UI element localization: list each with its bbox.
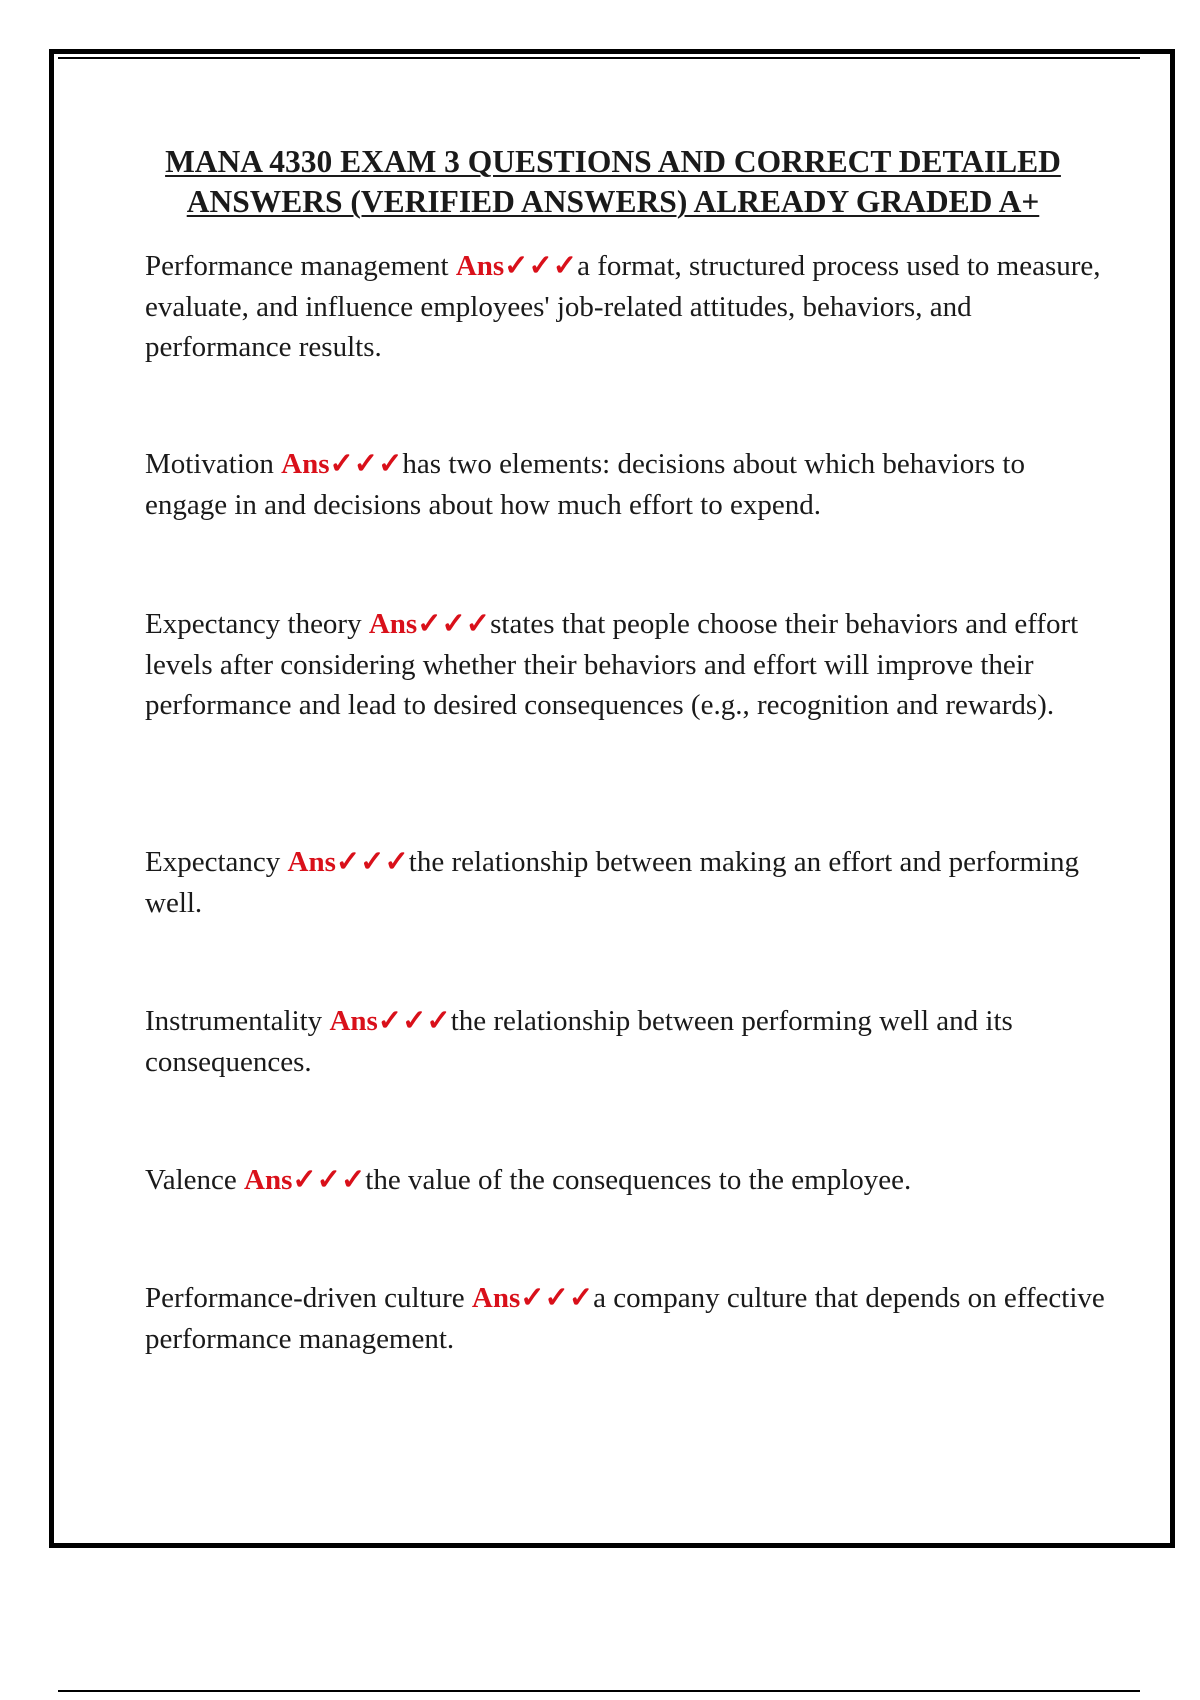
qa-entry bbox=[145, 604, 1105, 726]
answer-marker: Ans✓✓✓ bbox=[329, 1005, 451, 1037]
entry-term: Performance management bbox=[145, 250, 449, 282]
entry-term: Expectancy bbox=[145, 846, 281, 878]
qa-entry bbox=[145, 842, 1105, 923]
entry-definition: the relationship between performing well and its consequences. bbox=[145, 1005, 1013, 1078]
answer-marker: Ans✓✓✓ bbox=[244, 1164, 366, 1196]
document-title: MANA 4330 EXAM 3 QUESTIONS AND CORRECT DETAILED ANSWERS (VERIFIED ANSWERS) ALREADY GRADED A+ bbox=[165, 144, 1061, 219]
qa-entry bbox=[145, 444, 1105, 525]
entry-term: Expectancy theory bbox=[145, 608, 362, 640]
entry-definition: the relationship between making an effort and performing well. bbox=[145, 846, 1080, 919]
entry-term: Motivation bbox=[145, 448, 274, 480]
answer-marker: Ans✓✓✓ bbox=[455, 250, 578, 282]
qa-entry bbox=[145, 1278, 1105, 1359]
qa-entry bbox=[145, 1001, 1105, 1082]
entry-definition: the value of the consequences to the employee. bbox=[365, 1164, 912, 1196]
entry-definition: a format, structured process used to measure, evaluate, and influence employees' job-related attitudes, behaviors, and performance results. bbox=[145, 250, 1101, 363]
entry-definition: has two elements: decisions about which behaviors to engage in and decisions about how much effort to expend. bbox=[145, 448, 1025, 521]
entry-definition: a company culture that depends on effective performance management. bbox=[145, 1282, 1105, 1355]
header-rule bbox=[58, 57, 1140, 59]
entry-term: Valence bbox=[145, 1164, 237, 1196]
entry-definition: states that people choose their behaviors and effort levels after considering whether their behaviors and effort will improve their performance and lead to desired consequences (e.g., recognition and rewards). bbox=[145, 608, 1079, 721]
answer-marker: Ans✓✓✓ bbox=[287, 846, 409, 878]
answer-marker: Ans✓✓✓ bbox=[368, 608, 491, 640]
qa-entry bbox=[145, 246, 1105, 368]
answer-marker: Ans✓✓✓ bbox=[281, 448, 403, 480]
entry-term: Instrumentality bbox=[145, 1005, 323, 1037]
entry-term: Performance-driven culture bbox=[145, 1282, 465, 1314]
answer-marker: Ans✓✓✓ bbox=[471, 1282, 594, 1314]
footer-rule bbox=[58, 1690, 1140, 1692]
qa-entry bbox=[145, 1160, 1105, 1201]
